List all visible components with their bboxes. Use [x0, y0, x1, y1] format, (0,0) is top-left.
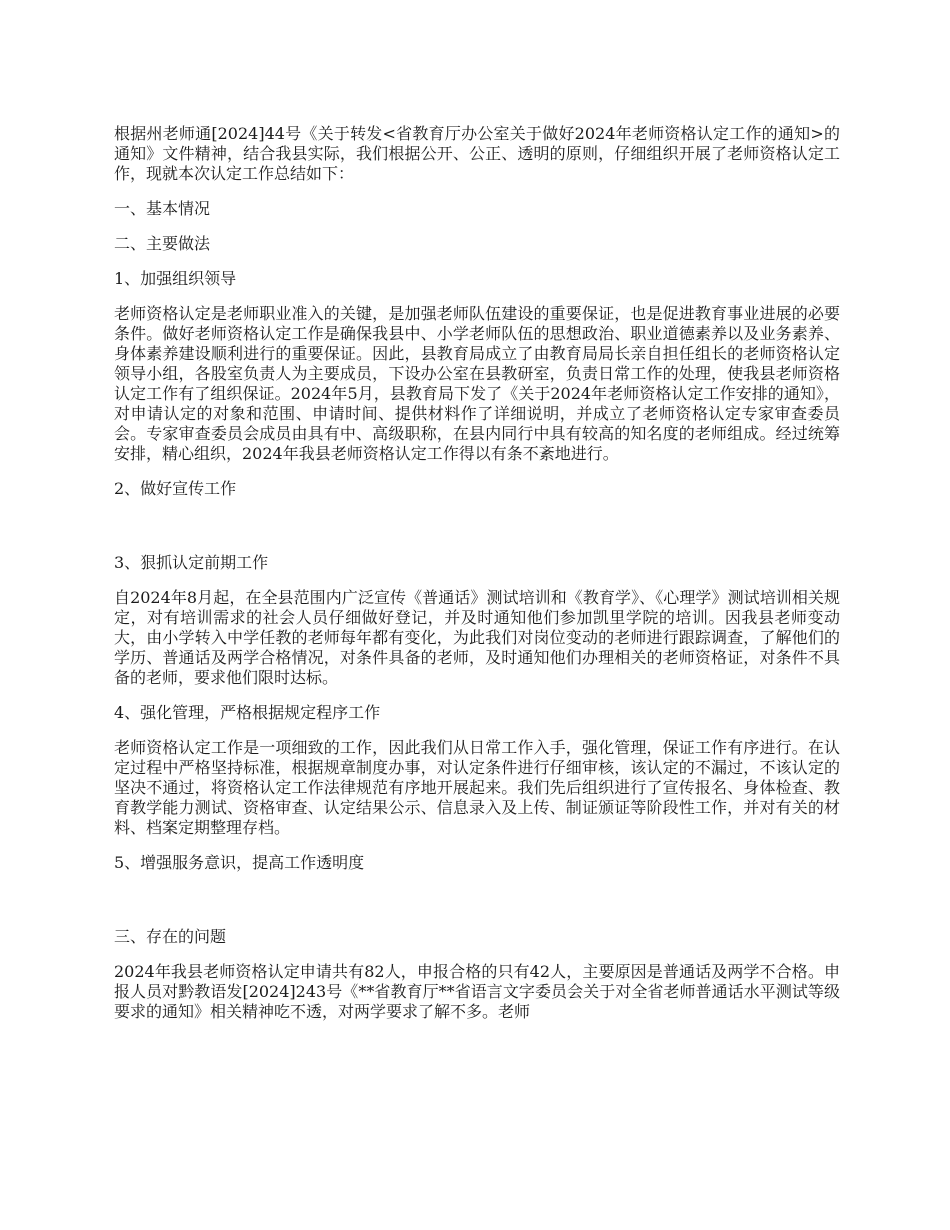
section-1-heading: 一、基本情况	[114, 199, 211, 218]
section-3-paragraph: 2024年我县老师资格认定申请共有82人，申报合格的只有42人，主要原因是普通话及两学不合格。申报人员对黔教语发[2024]243号《**省教育厅**省语言文字委员会关于对全省老师普通话水平测试等级要求的通知》相关精神吃不透，对两学要求了解不多。老师	[114, 962, 840, 1021]
intro-paragraph: 根据州老师通[2024]44号《关于转发<省教育厅办公室关于做好2024年老师资格认定工作的通知>的通知》文件精神，结合我县实际，我们根据公开、公正、透明的原则，仔细组织开展了老师资格认定工作，现就本次认定工作总结如下：	[114, 124, 840, 183]
item-2-heading: 2、做好宣传工作	[114, 479, 237, 498]
item-4-paragraph: 老师资格认定工作是一项细致的工作，因此我们从日常工作入手，强化管理，保证工作有序进行。在认定过程中严格坚持标准，根据规章制度办事，对认定条件进行仔细审核，该认定的不漏过，不该认定的坚决不通过，将资格认定工作法律规范有序地开展起来。我们先后组织进行了宣传报名、身体检查、教育教学能力测试、资格审查、认定结果公示、信息录入及上传、制证颁证等阶段性工作，并对有关的材料、档案定期整理存档。	[114, 738, 840, 837]
item-5-heading: 5、增强服务意识，提高工作透明度	[114, 853, 365, 872]
blank-space	[114, 888, 840, 927]
item-1-heading: 1、加强组织领导	[114, 269, 237, 288]
section-3-heading: 三、存在的问题	[114, 927, 227, 946]
section-2-heading: 二、主要做法	[114, 234, 211, 253]
blank-space	[114, 514, 840, 553]
item-1-paragraph: 老师资格认定是老师职业准入的关键，是加强老师队伍建设的重要保证，也是促进教育事业进展的必要条件。做好老师资格认定工作是确保我县中、小学老师队伍的思想政治、职业道德素养以及业务素养、身体素养建设顺利进行的重要保证。因此，县教育局成立了由教育局局长亲自担任组长的老师资格认定领导小组，各股室负责人为主要成员，下设办公室在县教研室，负责日常工作的处理，使我县老师资格认定工作有了组织保证。2024年5月，县教育局下发了《关于2024年老师资格认定工作安排的通知》，对申请认定的对象和范围、申请时间、提供材料作了详细说明，并成立了老师资格认定专家审查委员会。专家审查委员会成员由具有中、高级职称，在县内同行中具有较高的知名度的老师组成。经过统筹安排，精心组织，2024年我县老师资格认定工作得以有条不紊地进行。	[114, 304, 840, 463]
item-4-heading: 4、强化管理，严格根据规定程序工作	[114, 703, 381, 722]
item-3-paragraph: 自2024年8月起，在全县范围内广泛宣传《普通话》测试培训和《教育学》、《心理学》测试培训相关规定，对有培训需求的社会人员仔细做好登记，并及时通知他们参加凯里学院的培训。因我县老师变动大，由小学转入中学任教的老师每年都有变化，为此我们对岗位变动的老师进行跟踪调查，了解他们的学历、普通话及两学合格情况，对条件具备的老师，及时通知他们办理相关的老师资格证，对条件不具备的老师，要求他们限时达标。	[114, 588, 840, 687]
document-page	[114, 124, 840, 1037]
item-3-heading: 3、狠抓认定前期工作	[114, 553, 269, 572]
